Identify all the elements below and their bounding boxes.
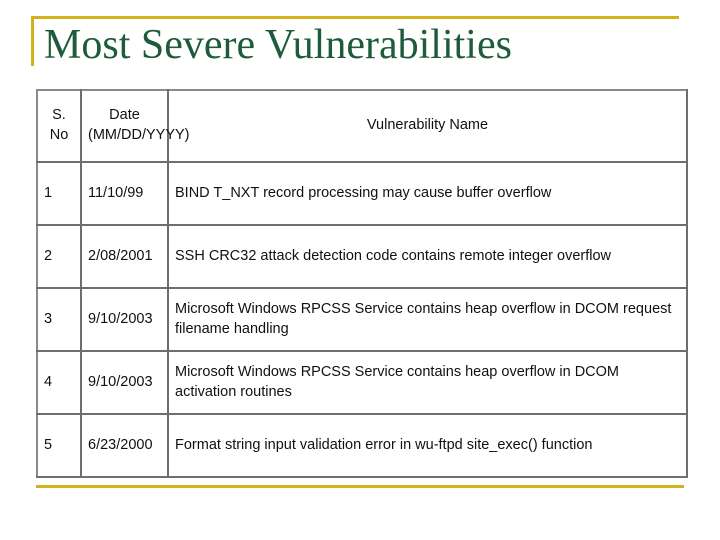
header-date: Date (MM/DD/YYYY) bbox=[81, 90, 168, 162]
row-name: SSH CRC32 attack detection code contains remote integer overflow bbox=[168, 225, 687, 288]
table-row bbox=[37, 162, 687, 225]
row-date: 6/23/2000 bbox=[81, 414, 168, 477]
row-sno: 4 bbox=[37, 351, 81, 414]
table-row bbox=[37, 225, 687, 288]
row-date: 2/08/2001 bbox=[81, 225, 168, 288]
frame-bottom-line bbox=[36, 485, 684, 488]
row-name: Microsoft Windows RPCSS Service contains heap overflow in DCOM request filename handling bbox=[168, 288, 687, 351]
row-sno: 1 bbox=[37, 162, 81, 225]
table-row bbox=[37, 414, 687, 477]
table-row bbox=[37, 288, 687, 351]
vulnerability-table bbox=[36, 89, 688, 478]
row-sno: 2 bbox=[37, 225, 81, 288]
row-name: Microsoft Windows RPCSS Service contains heap overflow in DCOM activation routines bbox=[168, 351, 687, 414]
table-header-row bbox=[37, 90, 687, 162]
frame-left-line bbox=[31, 16, 34, 66]
row-date: 11/10/99 bbox=[81, 162, 168, 225]
table-row bbox=[37, 351, 687, 414]
frame-top-line bbox=[31, 16, 679, 19]
header-sno: S. No bbox=[37, 90, 81, 162]
header-name: Vulnerability Name bbox=[168, 90, 687, 162]
row-sno: 3 bbox=[37, 288, 81, 351]
row-sno: 5 bbox=[37, 414, 81, 477]
row-date: 9/10/2003 bbox=[81, 288, 168, 351]
row-date: 9/10/2003 bbox=[81, 351, 168, 414]
row-name: BIND T_NXT record processing may cause buffer overflow bbox=[168, 162, 687, 225]
page-title: Most Severe Vulnerabilities bbox=[44, 22, 512, 68]
row-name: Format string input validation error in wu-ftpd site_exec() function bbox=[168, 414, 687, 477]
